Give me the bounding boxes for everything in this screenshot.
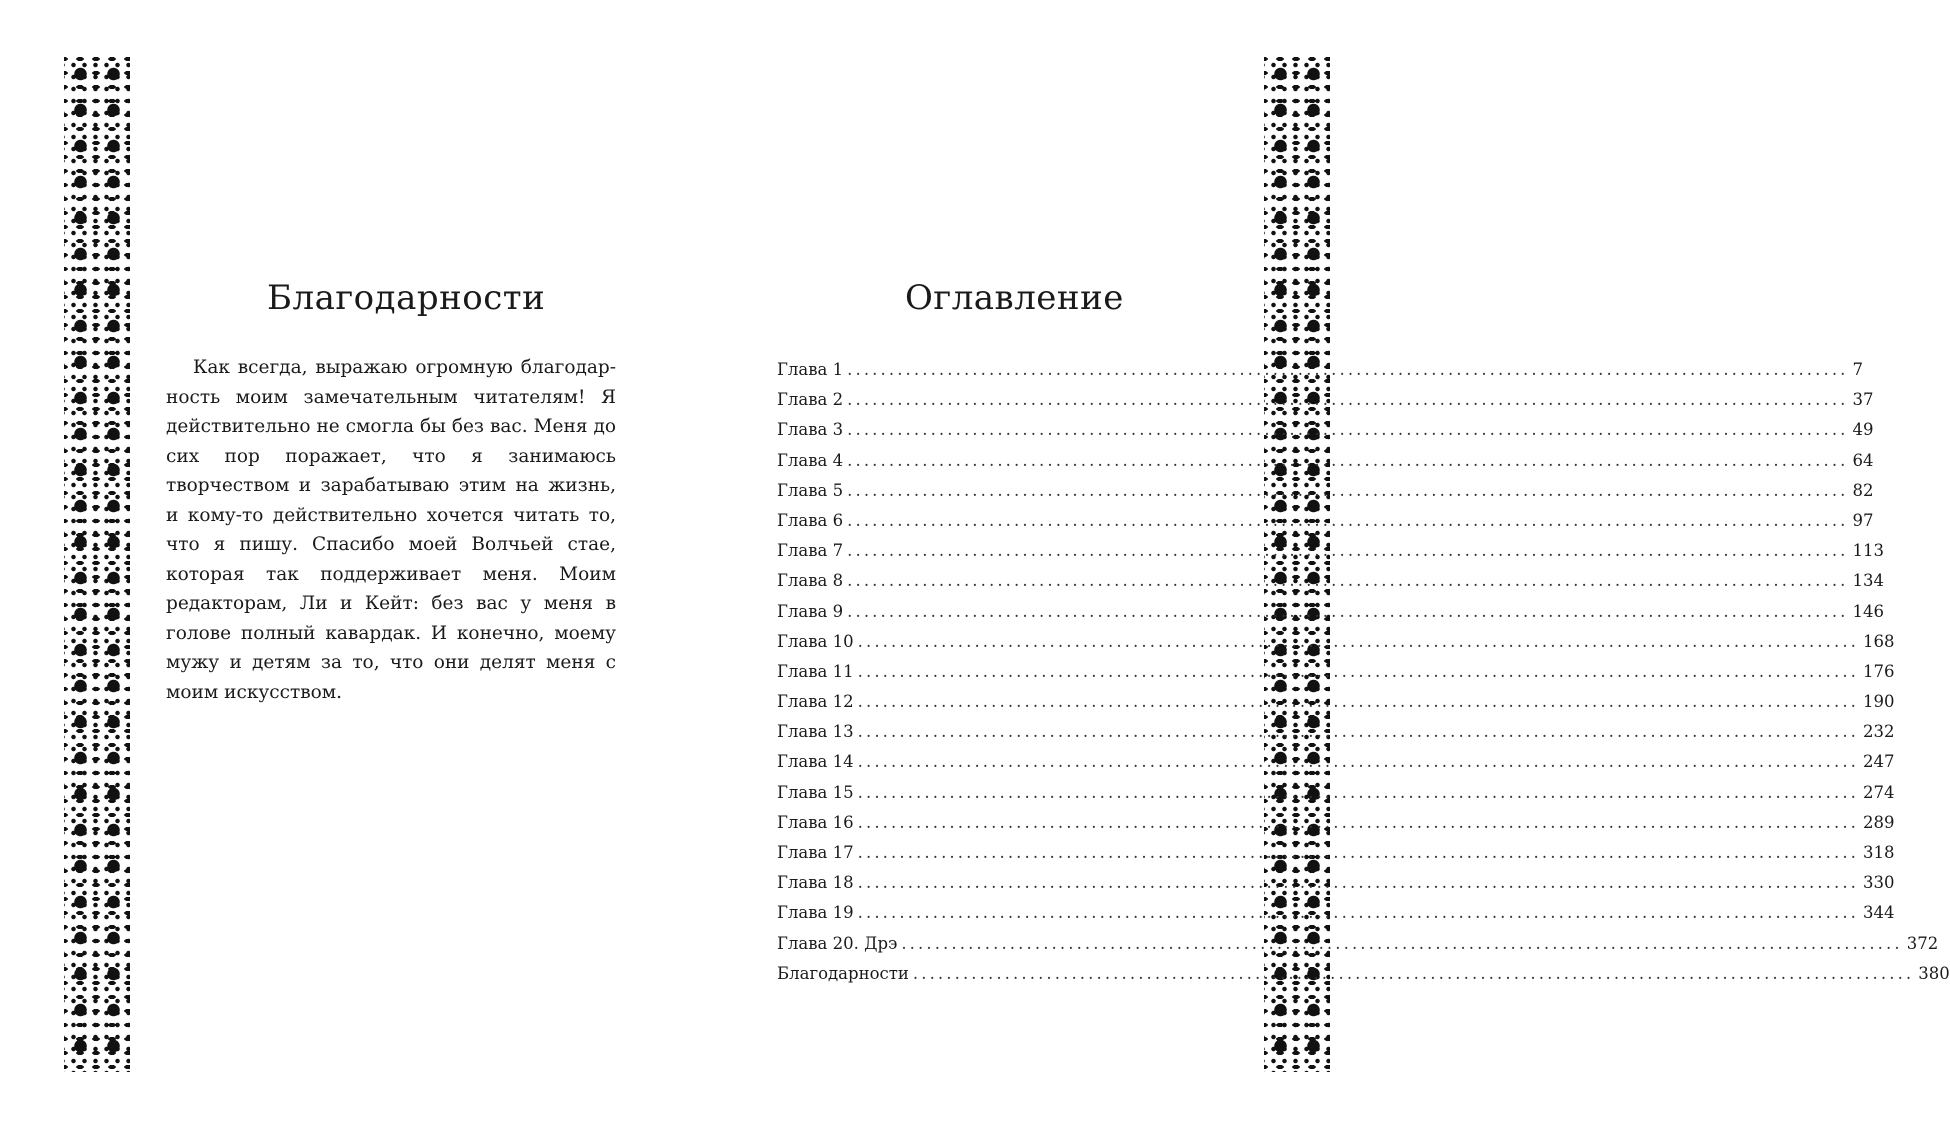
dot-leader: ........................................................................................................................ xyxy=(857,903,1860,923)
dot-leader: ........................................................................................................................ xyxy=(857,631,1860,651)
toc-entry-page: 289 xyxy=(1863,812,1895,832)
toc-entry[interactable] xyxy=(777,479,1874,509)
toc-entry-page: 372 xyxy=(1906,933,1939,953)
dot-leader: ........................................................................................................................ xyxy=(857,661,1860,681)
toc-entry-page: 168 xyxy=(1863,631,1895,651)
toc-entry-page: 232 xyxy=(1863,722,1895,742)
toc-entry[interactable] xyxy=(777,358,1864,388)
dot-leader: ........................................................................................................................ xyxy=(847,541,1849,561)
toc-entry-page: 330 xyxy=(1863,873,1895,893)
toc-entry-label: Глава 8 xyxy=(777,571,844,591)
toc-entry-label: Глава 7 xyxy=(777,541,844,561)
toc-entry-label: Глава 2 xyxy=(777,390,844,410)
toc-entry-page: 176 xyxy=(1863,661,1895,681)
toc-entry-page: 97 xyxy=(1852,510,1874,530)
toc-entry[interactable] xyxy=(777,781,1895,811)
toc-entry-label: Глава 19 xyxy=(777,903,854,923)
toc-entry-label: Глава 12 xyxy=(777,692,854,712)
toc-entry-label: Глава 1 xyxy=(777,360,844,379)
toc-entry[interactable] xyxy=(777,841,1895,871)
dot-leader: ........................................................................................................................ xyxy=(901,933,1903,953)
acknowledgements-text: Как всегда, выражаю огромную благодарность моим замечательным читателям! Я действительно не смогла бы без вас. Меня до сих пор поражает, что я занимаюсь творчеством и зарабатываю этим на жизнь, и кому-то действительно хочется читать то, что я пишу. Спасибо моей Волчьей стае, которая так поддерживает меня. Моим редакторам, Ли и Кейт: без вас у меня в голове полный кавардак. И конечно, моему мужу и детям за то, что они делят меня с моим искусством. xyxy=(166,357,616,703)
dot-leader: ........................................................................................................................ xyxy=(857,752,1860,772)
toc-entry-page: 318 xyxy=(1863,843,1895,862)
dot-leader: ........................................................................................................................ xyxy=(847,420,1849,440)
dot-leader: ........................................................................................................................ xyxy=(847,450,1849,470)
toc-entry-label: Глава 20. Дрэ xyxy=(777,933,898,953)
dot-leader: ........................................................................................................................ xyxy=(912,963,1915,983)
dot-leader: ........................................................................................................................ xyxy=(847,360,1849,379)
toc-entry-label: Благодарности xyxy=(777,963,909,983)
toc-entry-page: 113 xyxy=(1852,541,1885,561)
toc-entry-page: 49 xyxy=(1852,420,1874,440)
dot-leader: ........................................................................................................................ xyxy=(847,571,1849,591)
toc-entry[interactable] xyxy=(777,449,1874,479)
toc-entry-label: Глава 9 xyxy=(777,601,844,621)
toc-entry-page: 146 xyxy=(1852,601,1885,621)
toc-entry-page: 380 xyxy=(1918,963,1950,983)
toc-entry[interactable] xyxy=(777,871,1895,901)
toc-entry-label: Глава 17 xyxy=(777,843,854,862)
dot-leader: ........................................................................................................................ xyxy=(857,812,1860,832)
acknowledgements-title: Благодарности xyxy=(267,278,546,318)
toc-entry-label: Глава 16 xyxy=(777,812,854,832)
toc-entry[interactable] xyxy=(777,901,1895,931)
toc-entry-label: Глава 15 xyxy=(777,782,854,802)
dot-leader: ........................................................................................................................ xyxy=(857,873,1860,893)
floral-border-left-icon xyxy=(64,56,130,1072)
toc-entry[interactable] xyxy=(777,418,1874,448)
toc-entry[interactable] xyxy=(777,509,1874,539)
toc-entry[interactable] xyxy=(777,630,1895,660)
toc-entry-page: 190 xyxy=(1863,692,1895,712)
toc-entry-label: Глава 10 xyxy=(777,631,854,651)
toc-entry-label: Глава 11 xyxy=(777,661,854,681)
toc-entry[interactable] xyxy=(777,600,1885,630)
toc-entry[interactable] xyxy=(777,660,1895,690)
dot-leader: ........................................................................................................................ xyxy=(857,722,1860,742)
toc-entry-label: Глава 3 xyxy=(777,420,844,440)
toc-entry-page: 7 xyxy=(1852,360,1864,379)
toc-entry[interactable] xyxy=(777,932,1939,962)
dot-leader: ........................................................................................................................ xyxy=(847,480,1849,500)
toc-entry-label: Глава 14 xyxy=(777,752,854,772)
dot-leader: ........................................................................................................................ xyxy=(847,601,1849,621)
toc-entry-page: 134 xyxy=(1852,571,1885,591)
toc-entry-label: Глава 13 xyxy=(777,722,854,742)
dot-leader: ........................................................................................................................ xyxy=(857,692,1860,712)
toc-entry[interactable] xyxy=(777,750,1895,780)
contents-title: Оглавление xyxy=(905,278,1124,318)
toc-entry-page: 64 xyxy=(1852,450,1874,470)
table-of-contents xyxy=(777,358,1950,992)
toc-entry[interactable] xyxy=(777,690,1895,720)
toc-entry[interactable] xyxy=(777,720,1895,750)
dot-leader: ........................................................................................................................ xyxy=(857,782,1860,802)
toc-entry[interactable] xyxy=(777,388,1874,418)
toc-entry-page: 37 xyxy=(1852,390,1874,410)
toc-entry-label: Глава 5 xyxy=(777,480,844,500)
dot-leader: ........................................................................................................................ xyxy=(847,510,1849,530)
toc-entry-label: Глава 6 xyxy=(777,510,844,530)
toc-entry[interactable] xyxy=(777,962,1950,992)
dot-leader: ........................................................................................................................ xyxy=(847,390,1849,410)
dot-leader: ........................................................................................................................ xyxy=(857,843,1860,862)
toc-entry-page: 274 xyxy=(1863,782,1895,802)
toc-entry-label: Глава 4 xyxy=(777,450,844,470)
toc-entry-page: 247 xyxy=(1863,752,1895,772)
toc-entry[interactable] xyxy=(777,811,1895,841)
toc-entry[interactable] xyxy=(777,569,1885,599)
toc-entry-page: 344 xyxy=(1863,903,1895,923)
toc-entry[interactable] xyxy=(777,539,1885,569)
toc-entry-page: 82 xyxy=(1852,480,1874,500)
toc-entry-label: Глава 18 xyxy=(777,873,854,893)
